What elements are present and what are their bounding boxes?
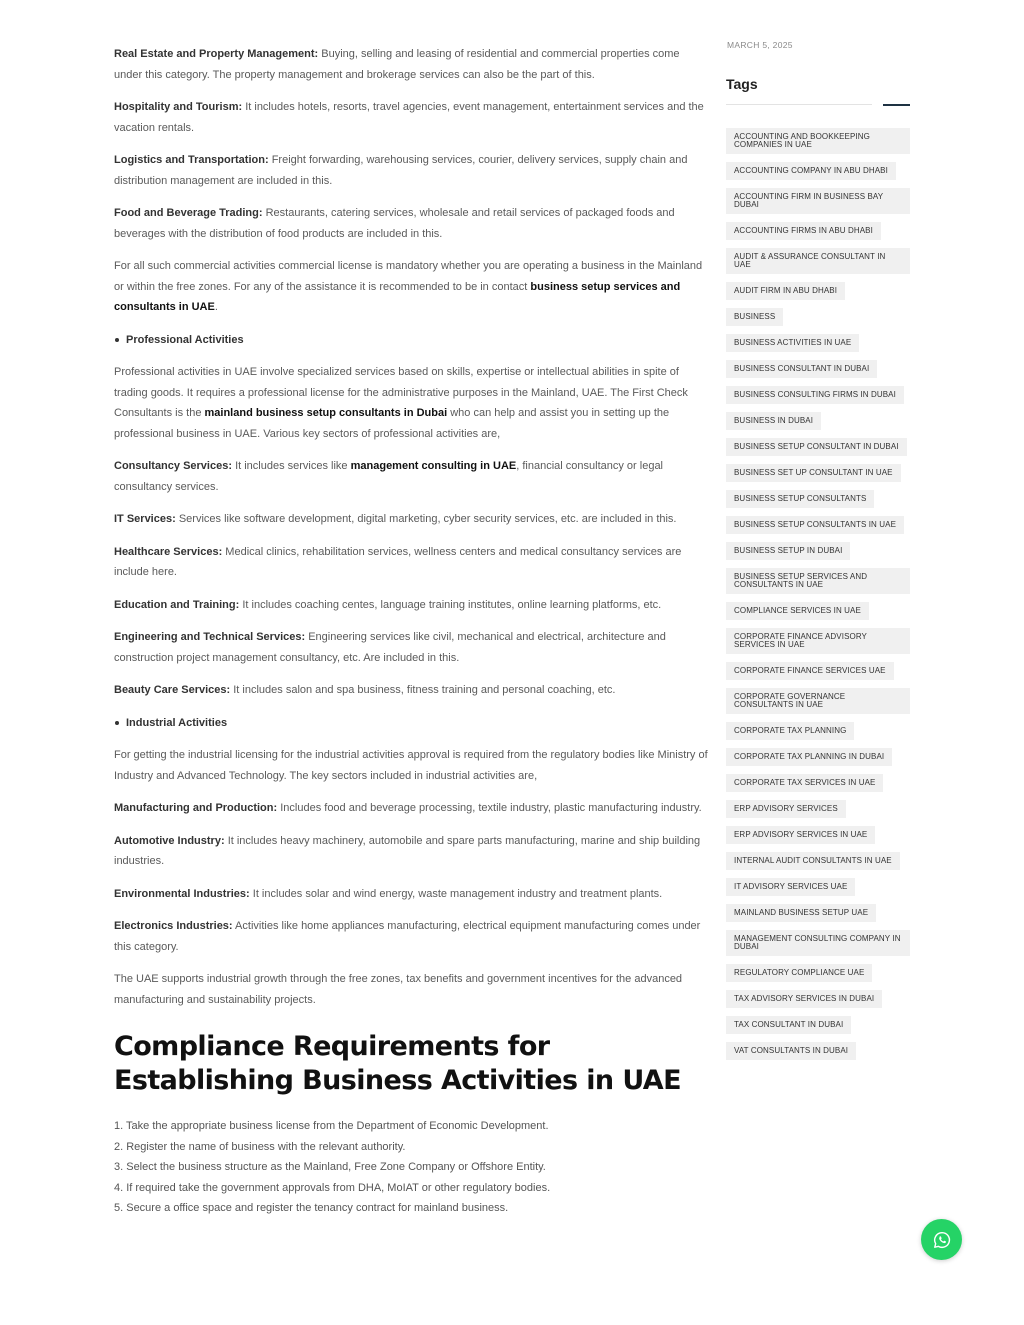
tag-link[interactable]: TAX CONSULTANT IN DUBAI [726,1016,851,1034]
professional-item: Education and Training: It includes coaching centes, language training institutes, online learning platforms, etc. [114,598,662,611]
tag-link[interactable]: BUSINESS CONSULTING FIRMS IN DUBAI [726,386,904,404]
tag-link[interactable]: BUSINESS ACTIVITIES IN UAE [726,334,859,352]
tag-link[interactable]: CORPORATE TAX SERVICES IN UAE [726,774,883,792]
tag-link[interactable]: BUSINESS CONSULTANT IN DUBAI [726,360,877,378]
tag-link[interactable]: CORPORATE TAX PLANNING [726,722,854,740]
tag-link[interactable]: ACCOUNTING FIRM IN BUSINESS BAY DUBAI [726,188,910,214]
tag-list [726,128,910,1068]
intro-item: Hospitality and Tourism: It includes hotels, resorts, travel agencies, event management, entertainment services and the vacation rentals. [114,101,704,134]
compliance-steps [114,1116,709,1219]
professional-item: IT Services: Services like software development, digital marketing, cyber security services, etc. are included in this. [114,513,677,525]
tag-link[interactable]: CORPORATE FINANCE SERVICES UAE [726,662,894,680]
compliance-step: 5. Secure a office space and register the tenancy contract for mainland business. [114,1202,509,1214]
tag-link[interactable]: BUSINESS SETUP IN DUBAI [726,542,850,560]
tag-link[interactable]: ERP ADVISORY SERVICES IN UAE [726,826,875,844]
industrial-item: Environmental Industries: It includes solar and wind energy, waste management industry and treatment plants. [114,887,663,900]
tag-link[interactable]: ACCOUNTING AND BOOKKEEPING COMPANIES IN UAE [726,128,910,154]
intro-item: Logistics and Transportation: Freight forwarding, warehousing services, courier, delivery services, supply chain and distribution management are included in this. [114,154,688,187]
tag-link[interactable]: BUSINESS IN DUBAI [726,412,821,430]
industrial-item: Automotive Industry: It includes heavy machinery, automobile and spare parts manufacturing, marine and ship building industries. [114,834,701,867]
tag-link[interactable]: BUSINESS SETUP CONSULTANTS IN UAE [726,516,904,534]
article-body [114,44,709,1219]
industrial-item: Manufacturing and Production: Includes food and beverage processing, textile industry, plastic manufacturing industry. [114,802,702,814]
whatsapp-icon [932,1230,952,1250]
tag-link[interactable]: ERP ADVISORY SERVICES [726,800,846,818]
professional-item: Beauty Care Services: It includes salon and spa business, fitness training and personal coaching, etc. [114,684,616,696]
business-setup-link[interactable]: business setup services and consultants in UAE [114,280,681,313]
sidebar [726,40,910,1068]
industrial-item: Electronics Industries: Activities like home appliances manufacturing, electrical equipment manufacturing comes under this category. [114,920,701,953]
professional-item: Engineering and Technical Services: Engineering services like civil, mechanical and electrical, architecture and construction project management consultancy, etc. Are included in this. [114,631,666,664]
tag-link[interactable]: COMPLIANCE SERVICES IN UAE [726,602,869,620]
management-consulting-link[interactable]: management consulting in UAE [350,460,517,472]
professional-item: Healthcare Services: Medical clinics, rehabilitation services, wellness centers and medical consultancy services are include here. [114,545,682,578]
tag-link[interactable]: AUDIT & ASSURANCE CONSULTANT IN UAE [726,248,910,274]
tag-link[interactable]: BUSINESS SETUP CONSULTANTS [726,490,874,508]
professional-activities-heading: Professional Activities [114,330,709,351]
industrial-activities-heading: Industrial Activities [114,713,709,734]
professional-item: Consultancy Services: It includes services like management consulting in UAE, financial consultancy or legal consultancy services. [114,460,663,493]
tag-link[interactable]: MAINLAND BUSINESS SETUP UAE [726,904,876,922]
tag-link[interactable]: MANAGEMENT CONSULTING COMPANY IN DUBAI [726,930,910,956]
whatsapp-button[interactable] [921,1219,962,1260]
tag-link[interactable]: AUDIT FIRM IN ABU DHABI [726,282,845,300]
compliance-step: 2. Register the name of business with the relevant authority. [114,1140,406,1153]
tag-link[interactable]: VAT CONSULTANTS IN DUBAI [726,1042,856,1060]
compliance-step: 4. If required take the government approvals from DHA, MoIAT or other regulatory bodies. [114,1181,551,1194]
tags-title: Tags [726,76,758,92]
mainland-setup-link[interactable]: mainland business setup consultants in Dubai [204,407,448,419]
intro-item: Food and Beverage Trading: Restaurants, catering services, wholesale and retail services of packaged foods and beverages with the distribution of food products are included in this. [114,207,675,240]
tag-link[interactable]: BUSINESS SETUP SERVICES AND CONSULTANTS IN UAE [726,568,910,594]
intro-item: Real Estate and Property Management: Buying, selling and leasing of residential and commercial properties come under this category. The property management and brokerage services can also be the part of this. [114,48,680,81]
tag-link[interactable]: CORPORATE FINANCE ADVISORY SERVICES IN UAE [726,628,910,654]
industrial-intro: For getting the industrial licensing for the industrial activities approval is required from the regulatory bodies like Ministry of Industry and Advanced Technology. The key sectors included in industrial activities are, [114,749,708,782]
tag-link[interactable]: TAX ADVISORY SERVICES IN DUBAI [726,990,882,1008]
tag-link[interactable]: BUSINESS SET UP CONSULTANT IN UAE [726,464,901,482]
tag-link[interactable]: REGULATORY COMPLIANCE UAE [726,964,872,982]
professional-intro: Professional activities in UAE involve specialized services based on skills, expertise or intellectual abilities in spite of trading goods. It requires a professional license for the administrative purposes in the Mainland, UAE. The First Check Consultants is the mainland business setup consultants in Dubai who can help and assist you in setting up the professional business in UAE. Various key sectors of professional activities are, [114,366,688,440]
tags-divider [726,104,910,106]
tag-link[interactable]: CORPORATE GOVERNANCE CONSULTANTS IN UAE [726,688,910,714]
compliance-step: 1. Take the appropriate business license from the Department of Economic Development. [114,1120,549,1132]
tag-link[interactable]: CORPORATE TAX PLANNING IN DUBAI [726,748,892,766]
tag-link[interactable]: BUSINESS [726,308,783,326]
post-date: MARCH 5, 2025 [727,40,793,50]
industrial-closing: The UAE supports industrial growth through the free zones, tax benefits and government incentives for the advanced manufacturing and sustainability projects. [114,973,683,1006]
tag-link[interactable]: BUSINESS SETUP CONSULTANT IN DUBAI [726,438,907,456]
tag-link[interactable]: INTERNAL AUDIT CONSULTANTS IN UAE [726,852,900,870]
compliance-heading: Compliance Requirements for Establishing Business Activities in UAE [114,1031,681,1096]
tag-link[interactable]: ACCOUNTING FIRMS IN ABU DHABI [726,222,881,240]
tag-link[interactable]: ACCOUNTING COMPANY IN ABU DHABI [726,162,896,180]
tag-link[interactable]: IT ADVISORY SERVICES UAE [726,878,855,896]
commercial-note: For all such commercial activities commercial license is mandatory whether you are operating a business in the Mainland or within the free zones. For any of the assistance it is recommended to be in contact business setup services and consultants in UAE. [114,260,703,313]
compliance-step: 3. Select the business structure as the Mainland, Free Zone Company or Offshore Entity. [114,1161,546,1173]
